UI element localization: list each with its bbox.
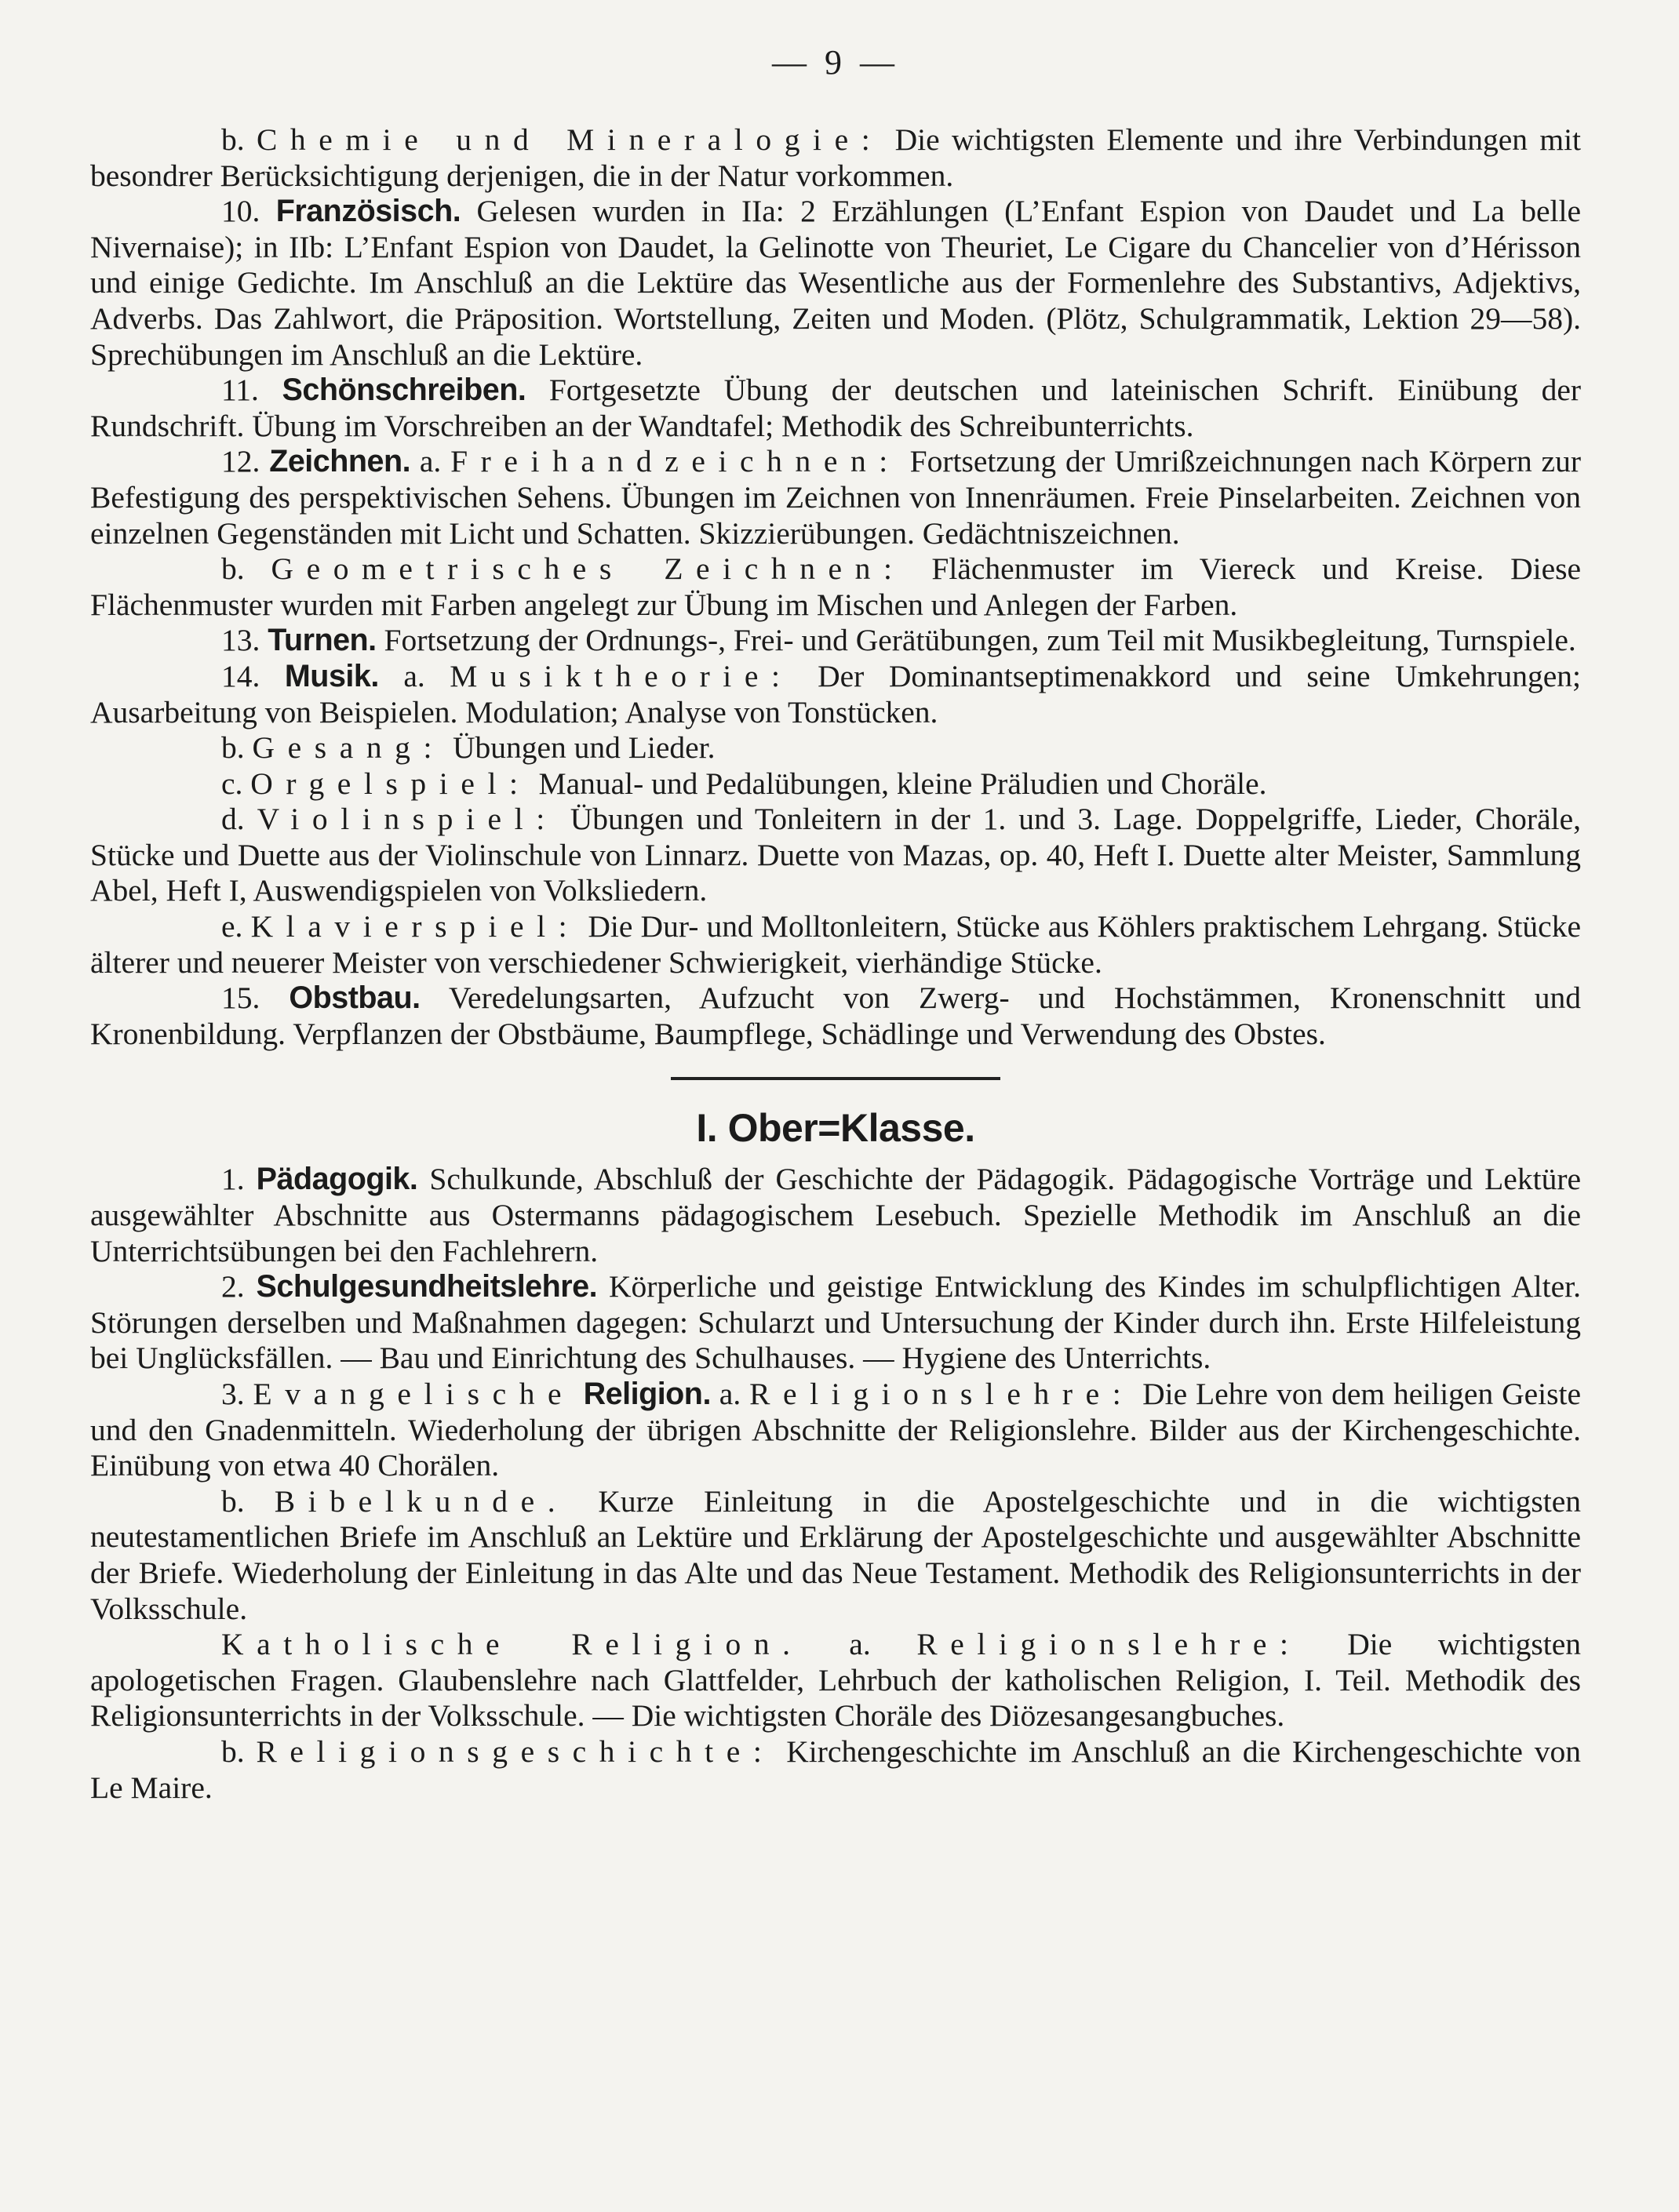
- spaced-subtopic: Religionsgeschichte:: [256, 1734, 775, 1769]
- paragraph-gesang: [90, 730, 1581, 766]
- item-number: 12.: [221, 444, 260, 479]
- paragraph-text: Kurze Einleitung in die Apostelgeschichte und in die wichtigsten neutestamentlichen Briefe im Anschluß an Lektüre und Erklärung der Apostelgeschichte und ausgewählter Abschnitte der Briefe. Wiederholung der Einleitung in das Alte und das Neue Testament. Methodik des Religionsunterrichts in der Volksschule.: [90, 1483, 1582, 1626]
- item-number: d.: [221, 802, 245, 837]
- paragraph-text: Fortsetzung der Umrißzeichnungen nach Körpern zur Befestigung des perspektivischen Sehens. Übungen im Zeichnen von Innenräumen. Freie Pinselarbeiten. Zeichnen von einzelnen Gegenständen mit Licht und Schatten. Skizzierübungen. Gedächtniszeichnen.: [90, 444, 1581, 551]
- item-number: 15.: [221, 980, 260, 1016]
- item-number: e.: [221, 909, 243, 944]
- paragraph-schoenschreiben: [90, 373, 1581, 444]
- item-number: 10.: [221, 194, 260, 229]
- section-title: I. Ober=Klasse.: [696, 1106, 975, 1151]
- paragraph-text: Der Dominantseptimenakkord und seine Umkehrungen; Ausarbeitung von Beispielen. Modulation; Analyse von Tonstücken.: [90, 658, 1581, 729]
- paragraph-text: Schulkunde, Abschluß der Geschichte der Pädagogik. Pädagogische Vorträge und Lektüre ausgewählter Abschnitte aus Ostermanns pädagogischem Lesebuch. Spezielle Methodik im Anschluß an die Unterrichtsübungen bei den Fachlehrern.: [90, 1162, 1581, 1268]
- paragraph-text: Übungen und Lieder.: [445, 730, 716, 766]
- subject-heading: Französisch.: [275, 194, 461, 229]
- spaced-subtopic: Klavierspiel:: [250, 909, 581, 944]
- spaced-subtopic: Religionslehre:: [916, 1627, 1302, 1662]
- subject-heading: Religion.: [574, 1377, 711, 1411]
- paragraph-text: Fortgesetzte Übung der deutschen und lateinischen Schrift. Einübung der Rundschrift. Übung im Vorschreiben an der Wandtafel; Methodik des Schreibunterrichts.: [90, 373, 1582, 443]
- paragraph-zeichnen: [90, 444, 1581, 551]
- item-number: 3.: [221, 1377, 245, 1411]
- spaced-subtopic: Chemie und Mineralogie:: [256, 122, 883, 157]
- item-number: 2.: [221, 1269, 245, 1304]
- paragraph-paedagogik: [90, 1162, 1581, 1269]
- paragraph-text: Die wichtigsten Elemente und ihre Verbindungen mit besondrer Berücksichtigung derjenigen, die in der Natur vorkommen.: [90, 122, 1582, 193]
- paragraph-text: Fortsetzung der Ordnungs-, Frei- und Gerätübungen, zum Teil mit Musikbegleitung, Turnspiele.: [376, 623, 1576, 658]
- item-number: 1.: [221, 1162, 245, 1197]
- spaced-subtopic: Bibelkunde.: [274, 1483, 569, 1519]
- item-number: 14.: [221, 658, 260, 693]
- item-number: b.: [221, 1734, 245, 1769]
- section-divider: [671, 1077, 1000, 1080]
- section-before: [90, 122, 1581, 1052]
- paragraph-evangelische-religion: [90, 1377, 1581, 1484]
- subject-heading: Obstbau.: [289, 980, 421, 1016]
- paragraph-bibelkunde: [90, 1484, 1581, 1627]
- paragraph-text: Veredelungsarten, Aufzucht von Zwerg- und Hochstämmen, Kronenschnitt und Kronenbildung. Verpflanzen der Obstbäume, Baumpflege, Schädlinge und Verwendung des Obstes.: [90, 980, 1582, 1051]
- item-letter: a.: [378, 658, 450, 693]
- item-number: 11.: [221, 373, 259, 408]
- spaced-subtopic: Geometrisches Zeichnen:: [271, 551, 905, 587]
- paragraph-text: Die Lehre von dem heiligen Geiste und den Gnadenmitteln. Wiederholung der übrigen Abschnitte der Religionslehre. Bilder aus der Kirchengeschichte. Einübung von etwa 40 Chorälen.: [90, 1377, 1581, 1483]
- paragraph-text: Gelesen wurden in IIa: 2 Erzählungen (L’Enfant Espion von Daudet und La belle Nivernaise); in IIb: L’Enfant Espion von Daudet, la Gelinotte von Theuriet, Le Cigare du Chancelier von d’Hérisson und einige Gedichte. Im Anschluß an die Lektüre das Wesentliche aus der Formenlehre des Substantivs, Adjektivs, Adverbs. Das Zahlwort, die Präposition. Wortstellung, Zeiten und Moden. (Plötz, Schulgrammatik, Lektion 29—58). Sprechübungen im Anschluß an die Lektüre.: [90, 194, 1581, 372]
- item-letter: a.: [410, 444, 451, 479]
- paragraph-text: Übungen und Tonleitern in der 1. und 3. Lage. Doppelgriffe, Lieder, Choräle, Stücke und Duette aus der Violinschule von Linnarz. Duette von Mazas, op. 40, Heft I. Duette alter Meister, Sammlung Abel, Heft I, Auswendigspielen von Volksliedern.: [90, 802, 1581, 908]
- paragraph-schulgesundheitslehre: [90, 1269, 1581, 1377]
- item-number: c.: [221, 766, 243, 801]
- paragraph-text: Kirchengeschichte im Anschluß an die Kirchengeschichte von Le Maire.: [90, 1734, 1582, 1805]
- paragraph-text: Körperliche und geistige Entwicklung des Kindes im schulpflichtigen Alter. Störungen derselben und Maßnahmen dagegen: Schularzt und Untersuchung der Kinder durch ihn. Erste Hilfeleistung bei Unglücksfällen. — Bau und Einrichtung des Schulhauses. — Hygiene des Unterrichts.: [90, 1269, 1582, 1376]
- paragraph-obstbau: [90, 980, 1581, 1052]
- paragraph-text: Flächenmuster im Viereck und Kreise. Diese Flächenmuster wurden mit Farben angelegt zur Übung im Mischen und Anlegen der Farben.: [90, 551, 1582, 622]
- item-letter: a.: [710, 1377, 750, 1411]
- item-number: 13.: [221, 623, 260, 658]
- subject-heading: Turnen.: [268, 623, 377, 658]
- paragraph-religionsgeschichte: [90, 1734, 1581, 1806]
- paragraph-geometrisches-zeichnen: [90, 551, 1581, 623]
- paragraph-klavierspiel: [90, 909, 1581, 980]
- paragraph-franzoesisch: [90, 194, 1581, 373]
- paragraph-musik: [90, 659, 1581, 730]
- spaced-subtopic: Evangelische: [253, 1377, 575, 1411]
- section-ober-klasse: [90, 1162, 1581, 1806]
- paragraph-violinspiel: [90, 802, 1581, 909]
- spaced-subtopic: Gesang:: [252, 730, 446, 766]
- paragraph-text: Manual- und Pedalübungen, kleine Präludien und Choräle.: [530, 766, 1267, 801]
- paragraph-turnen: [90, 623, 1581, 659]
- item-number: b.: [221, 1483, 245, 1519]
- paragraph-chemie: [90, 122, 1581, 194]
- paragraph-text: Die wichtigsten apologetischen Fragen. Glaubenslehre nach Glattfelder, Lehrbuch der katholischen Religion, I. Teil. Methodik des Religionsunterrichts in der Volksschule. — Die wichtigsten Choräle des Diözesangesangbuches.: [90, 1627, 1581, 1734]
- subject-heading: Zeichnen.: [269, 444, 411, 479]
- item-number: b.: [221, 730, 245, 766]
- spaced-subtopic: Musiktheorie:: [450, 658, 793, 693]
- item-number: b.: [221, 551, 245, 587]
- spaced-subtopic: Katholische Religion.: [221, 1627, 803, 1662]
- spaced-subtopic: Religionslehre:: [749, 1377, 1135, 1411]
- spaced-subtopic: Orgelspiel:: [250, 766, 531, 801]
- subject-heading: Pädagogik.: [256, 1162, 418, 1197]
- paragraph-orgelspiel: [90, 766, 1581, 802]
- subject-heading: Musik.: [284, 658, 379, 693]
- spaced-subtopic: Freihandzeichnen:: [450, 444, 901, 479]
- paragraph-katholische-religion: [90, 1627, 1581, 1734]
- page-number: — 9 —: [772, 43, 899, 82]
- subject-heading: Schönschreiben.: [282, 373, 526, 408]
- spaced-subtopic: Violinspiel:: [257, 802, 558, 837]
- item-letter: a.: [803, 1627, 917, 1662]
- subject-heading: Schulgesundheitslehre.: [256, 1269, 598, 1304]
- paragraph-text: Die Dur- und Molltonleitern, Stücke aus Köhlers praktischem Lehrgang. Stücke älterer und neuerer Meister von verschiedener Schwierigkeit, vierhändige Stücke.: [90, 909, 1581, 980]
- item-number: b.: [221, 122, 245, 157]
